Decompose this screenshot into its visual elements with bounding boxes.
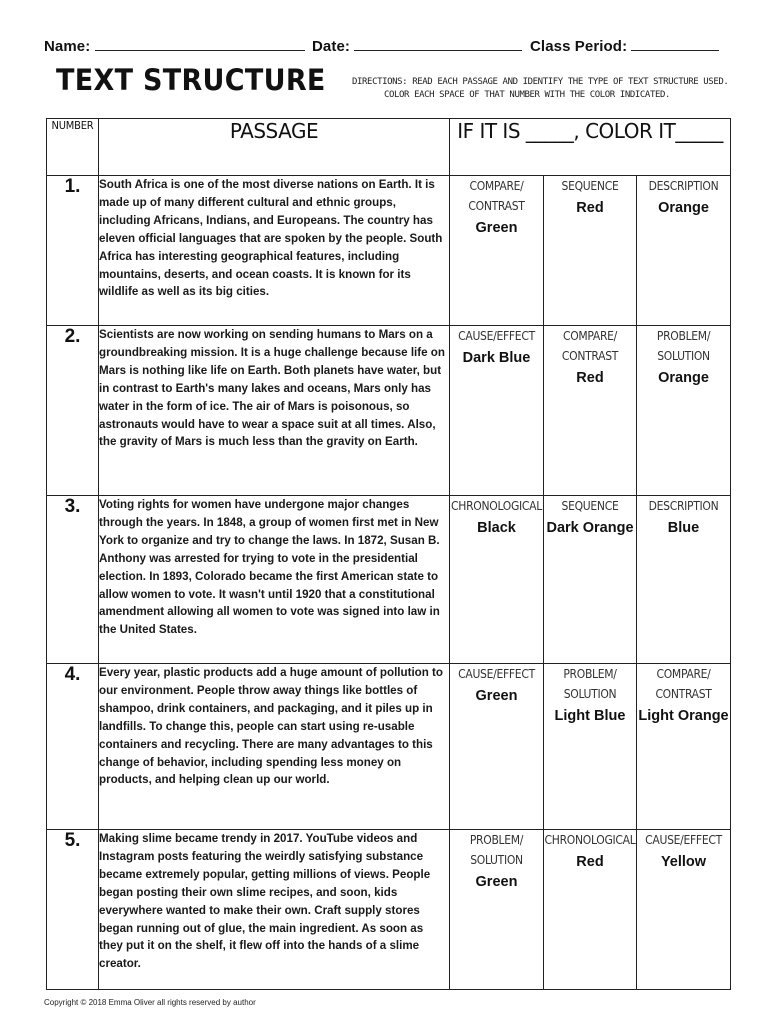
date-label: Date: (312, 38, 351, 55)
structure-type: CHRONOLOGICAL (451, 499, 542, 513)
table-header-row (47, 119, 731, 176)
option-cell[interactable] (637, 830, 731, 990)
color-name: Red (576, 854, 604, 870)
color-name: Red (576, 200, 604, 216)
option-cell[interactable] (544, 496, 637, 664)
structure-type: CAUSE/EFFECT (458, 329, 535, 343)
row-number: 2. (47, 326, 99, 496)
table-row (47, 176, 731, 326)
directions (352, 76, 729, 102)
option-cell[interactable] (544, 176, 637, 326)
date-line[interactable] (354, 36, 522, 51)
structure-type: COMPARE/ CONTRAST (655, 667, 712, 701)
option-cell[interactable] (637, 664, 731, 830)
color-name: Dark Orange (546, 520, 634, 536)
structure-type: SEQUENCE (561, 179, 619, 193)
table-row (47, 496, 731, 664)
option-cell[interactable] (450, 830, 544, 990)
class-period-field[interactable] (530, 36, 719, 55)
color-name: Orange (658, 200, 709, 216)
text-structure-table (46, 118, 731, 990)
structure-type: CAUSE/EFFECT (645, 833, 722, 847)
row-number: 5. (47, 830, 99, 990)
passage-column-header: PASSAGE (99, 119, 450, 176)
option-cell[interactable] (637, 496, 731, 664)
option-cell[interactable] (450, 496, 544, 664)
structure-type: SEQUENCE (561, 499, 619, 513)
copyright-notice: Copyright © 2018 Emma Oliver all rights reserved by author (44, 998, 256, 1007)
option-cell[interactable] (637, 176, 731, 326)
passage-text: Making slime became trendy in 2017. YouTube videos and Instagram posts featuring the weirdly satisfying substance became extremely popular, getting millions of views. People began posting their own slime recipes, and soon, kids everywhere wanted to make their own. Craft supply stores began running out of glue, the main ingredient. As soon as they put it on the shelf, it flew off into the hands of a slime creator. (99, 830, 450, 990)
name-field[interactable] (44, 36, 305, 55)
directions-line-2: COLOR EACH SPACE OF THAT NUMBER WITH THE COLOR INDICATED. (383, 90, 671, 100)
row-number: 1. (47, 176, 99, 326)
row-number: 4. (47, 664, 99, 830)
option-cell[interactable] (544, 664, 637, 830)
class-period-label: Class Period: (530, 38, 628, 55)
table-row (47, 326, 731, 496)
color-name: Orange (658, 370, 709, 386)
name-label: Name: (44, 38, 91, 55)
structure-type: PROBLEM/ SOLUTION (469, 833, 524, 867)
color-name: Green (475, 688, 518, 704)
structure-type: CHRONOLOGICAL (544, 833, 636, 847)
worksheet-title: TEXT STRUCTURE (56, 64, 326, 98)
structure-type: PROBLEM/ SOLUTION (656, 329, 711, 363)
passage-text: Voting rights for women have undergone major changes through the years. In 1848, a group of women first met in New York to organize and try to change the laws. In 1872, Susan B. Anthony was arrested for trying to vote in the presidential election. In 1893, Colorado became the first American state to allow women to vote. It wasn't until 1920 that a constitutional amendment allowing all women to vote was signed into law in the United States. (99, 496, 450, 664)
structure-type: COMPARE/ CONTRAST (561, 329, 619, 363)
structure-type: DESCRIPTION (648, 499, 719, 513)
passage-text: Scientists are now working on sending humans to Mars on a groundbreaking mission. It is a huge challenge because life on Mars is nothing like life on Earth. Both planets have water, but in contrast to Earth's many lakes and oceans, Mars only has water in the form of ice. The air of Mars is poisonous, so astronauts would have to wear a space suit at all times. Also, the gravity of Mars is much less than the gravity on Earth. (99, 326, 450, 496)
structure-type: PROBLEM/ SOLUTION (563, 667, 617, 701)
color-name: Red (576, 370, 604, 386)
option-cell[interactable] (450, 326, 544, 496)
color-name: Dark Blue (462, 350, 531, 366)
color-name: Blue (667, 520, 700, 536)
color-name: Green (475, 220, 518, 236)
option-cell[interactable] (544, 326, 637, 496)
option-cell[interactable] (450, 664, 544, 830)
color-column-header: IF IT IS _____, COLOR IT_____ (450, 119, 731, 176)
class-period-line[interactable] (631, 36, 719, 51)
structure-type: COMPARE/ CONTRAST (468, 179, 525, 213)
passage-text: Every year, plastic products add a huge amount of pollution to our environment. People throw away things like bottles of shampoo, drink containers, and packaging, and it piles up in landfills. To change this, people can start using re-usable containers and recycling. There are many advantages to this change of behavior, including spending less money on products, and helping clean up our world. (99, 664, 450, 830)
directions-line-1: DIRECTIONS: READ EACH PASSAGE AND IDENTIFY THE TYPE OF TEXT STRUCTURE USED. (352, 77, 729, 87)
option-cell[interactable] (637, 326, 731, 496)
option-cell[interactable] (544, 830, 637, 990)
passage-text: South Africa is one of the most diverse nations on Earth. It is made up of many different cultural and ethnic groups, including Africans, Indians, and Europeans. The country has eleven official languages that are spoken by the people. South Africa has interesting geographical features, including mountains, deserts, and ocean coasts. It is known for its wildlife as well as its big cities. (99, 176, 450, 326)
date-field[interactable] (312, 36, 522, 55)
color-name: Light Blue (554, 708, 626, 724)
color-name: Black (477, 520, 516, 536)
student-info-header (44, 32, 734, 58)
color-name: Green (475, 874, 518, 890)
table-row (47, 664, 731, 830)
color-name: Light Orange (638, 708, 729, 724)
row-number: 3. (47, 496, 99, 664)
structure-type: DESCRIPTION (648, 179, 719, 193)
color-name: Yellow (660, 854, 707, 870)
name-line[interactable] (95, 36, 305, 51)
option-cell[interactable] (450, 176, 544, 326)
number-column-header: NUMBER (47, 119, 99, 176)
table-row (47, 830, 731, 990)
structure-type: CAUSE/EFFECT (458, 667, 535, 681)
